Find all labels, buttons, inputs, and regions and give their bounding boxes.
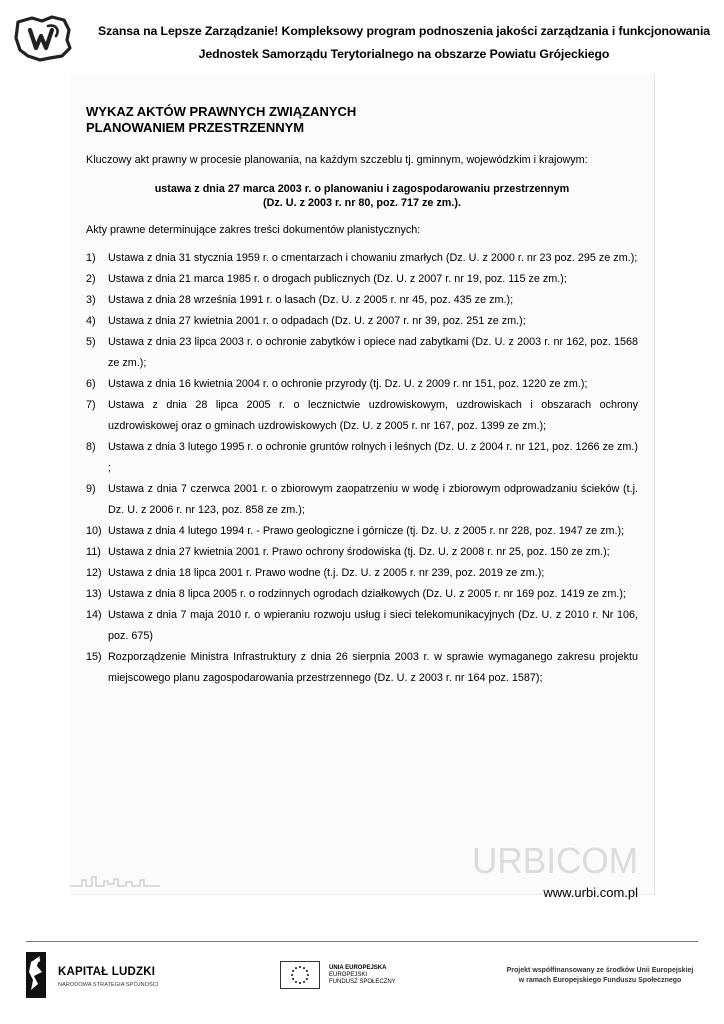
list-item-text: Rozporządzenie Ministra Infrastruktury z dnia 26 sierpnia 2003 r. w sprawie wymaganego zakresu projektu miejscowego planu zagospodarowania przestrzennego (Dz. U. z 2003 r. nr 164 poz. 1587); bbox=[108, 651, 638, 684]
kapital-ludzki-subtitle: NARODOWA STRATEGIA SPÓJNOŚCI bbox=[58, 982, 159, 988]
list-item-number: 14) bbox=[86, 609, 102, 621]
list-item bbox=[86, 437, 638, 479]
list-item-number: 2) bbox=[86, 273, 96, 285]
list-item-text: Ustawa z dnia 31 stycznia 1959 r. o cmentarzach i chowaniu zmarłych (Dz. U. z 2000 r. nr 23 poz. 295 ze zm.); bbox=[108, 252, 638, 264]
eu-star bbox=[292, 970, 294, 972]
list-item-text: Ustawa z dnia 7 czerwca 2001 r. o zbiorowym zaopatrzeniu w wodę i zbiorowym odprowadzaniu ścieków (t.j. Dz. U. z 2006 r. nr 123, poz. 858 ze zm.); bbox=[108, 483, 638, 516]
intro-paragraph: Kluczowy akt prawny w procesie planowania, na każdym szczeblu tj. gminnym, wojewódzkim i krajowym: bbox=[86, 154, 588, 166]
list-item bbox=[86, 479, 638, 521]
list-item-number: 13) bbox=[86, 588, 102, 600]
list-item-number: 10) bbox=[86, 525, 102, 537]
document-title-line-2: PLANOWANIEM PRZESTRZENNYM bbox=[86, 120, 305, 135]
list-item-text: Ustawa z dnia 7 maja 2010 r. o wpieraniu rozwoju usług i sieci telekomunikacyjnych (Dz. U. z 2010 r. Nr 106, poz. 675) bbox=[108, 609, 638, 642]
list-item bbox=[86, 521, 638, 542]
list-item-text: Ustawa z dnia 28 września 1991 r. o lasach (Dz. U. z 2005 r. nr 45, poz. 435 ze zm.); bbox=[108, 294, 514, 306]
list-item-number: 8) bbox=[86, 441, 96, 453]
skyline-decoration-icon bbox=[70, 874, 160, 888]
list-item bbox=[86, 647, 638, 689]
eu-label-line-3: FUNDUSZ SPOŁECZNY bbox=[329, 979, 396, 985]
eu-star bbox=[299, 982, 301, 984]
poland-map-logo-icon bbox=[12, 14, 74, 62]
project-title-line-2: Jednostek Samorządu Terytorialnego na obszarze Powiatu Grójeckiego bbox=[198, 47, 610, 61]
list-item bbox=[86, 332, 638, 374]
list-item-number: 1) bbox=[86, 252, 96, 264]
list-item-number: 15) bbox=[86, 651, 102, 663]
legal-acts-list bbox=[86, 248, 638, 689]
page-header bbox=[0, 0, 724, 70]
eu-star bbox=[295, 981, 297, 983]
list-item bbox=[86, 542, 638, 563]
list-item bbox=[86, 395, 638, 437]
footer-divider bbox=[26, 941, 698, 942]
list-item bbox=[86, 374, 638, 395]
eu-star bbox=[292, 978, 294, 980]
list-item-number: 7) bbox=[86, 399, 96, 411]
list-item-text: Ustawa z dnia 27 kwietnia 2001 r. Prawo ochrony środowiska (tj. Dz. U. z 2008 r. nr 25, poz. 150 ze zm.); bbox=[108, 546, 610, 558]
eu-label bbox=[329, 965, 396, 986]
list-item-number: 11) bbox=[86, 546, 101, 558]
list-item-number: 4) bbox=[86, 315, 96, 327]
list-item bbox=[86, 584, 638, 605]
eu-star bbox=[299, 966, 301, 968]
list-item-text: Ustawa z dnia 4 lutego 1994 r. - Prawo geologiczne i górnicze (tj. Dz. U. z 2005 r. nr 228, poz. 1947 ze zm.); bbox=[108, 525, 625, 537]
list-item-number: 5) bbox=[86, 336, 96, 348]
list-item-text: Ustawa z dnia 3 lutego 1995 r. o ochronie gruntów rolnych i leśnych (Dz. U. z 2004 r. nr 121, poz. 1266 ze zm.) ; bbox=[108, 441, 638, 474]
list-item bbox=[86, 563, 638, 584]
eu-star bbox=[306, 978, 308, 980]
eu-label-line-1: UNIA EUROPEJSKA bbox=[329, 965, 387, 971]
eu-label-line-2: EUROPEJSKI bbox=[329, 972, 368, 978]
key-act-line-2: (Dz. U. z 2003 r. nr 80, poz. 717 ze zm.). bbox=[262, 197, 461, 209]
list-item-text: Ustawa z dnia 27 kwietnia 2001 r. o odpadach (Dz. U. z 2007 r. nr 39, poz. 251 ze zm.); bbox=[108, 315, 526, 327]
eu-star bbox=[295, 967, 297, 969]
acts-lead-text: Akty prawne determinujące zakres treści dokumentów planistycznych: bbox=[86, 224, 421, 236]
eu-star bbox=[303, 981, 305, 983]
urbicom-watermark-logo bbox=[470, 840, 640, 880]
document-title-line-1: WYKAZ AKTÓW PRAWNYCH ZWIĄZANYCH bbox=[86, 104, 357, 119]
key-act bbox=[86, 182, 638, 210]
list-item bbox=[86, 311, 638, 332]
list-item bbox=[86, 269, 638, 290]
project-title-line-1: Szansa na Lepsze Zarządzanie! Kompleksowy program podnoszenia jakości zarządzania i funkcjonowania bbox=[97, 24, 711, 38]
cofinancing-line-2: w ramach Europejskiego Funduszu Społecznego bbox=[518, 977, 682, 984]
list-item bbox=[86, 605, 638, 647]
list-item bbox=[86, 290, 638, 311]
eu-flag-icon bbox=[280, 961, 320, 989]
list-item-text: Ustawa z dnia 16 kwietnia 2004 r. o ochronie przyrody (tj. Dz. U. z 2009 r. nr 151, poz. 1220 ze zm.); bbox=[108, 378, 588, 390]
eu-star bbox=[291, 974, 293, 976]
cofinancing-note bbox=[478, 966, 722, 986]
list-item-text: Ustawa z dnia 8 lipca 2005 r. o rodzinnych ogrodach działkowych (Dz. U. z 2005 r. nr 169 poz. 1419 ze zm.); bbox=[108, 588, 626, 600]
eu-star bbox=[303, 967, 305, 969]
eu-star bbox=[307, 974, 309, 976]
list-item-number: 6) bbox=[86, 378, 96, 390]
document-title bbox=[86, 104, 446, 136]
list-item-number: 3) bbox=[86, 294, 96, 306]
list-item-number: 12) bbox=[86, 567, 102, 579]
website-url: www.urbi.com.pl bbox=[543, 885, 638, 900]
list-item-text: Ustawa z dnia 23 lipca 2003 r. o ochronie zabytków i opiece nad zabytkami (Dz. U. z 2003 r. nr 162, poz. 1568 ze zm.); bbox=[108, 336, 638, 369]
list-item-text: Ustawa z dnia 28 lipca 2005 r. o lecznictwie uzdrowiskowym, uzdrowiskach i obszarach ochrony uzdrowiskowej oraz o gminach uzdrowiskowych (Dz. U. z 2005 r. nr 167, poz. 1399 ze zm.); bbox=[108, 399, 638, 432]
cofinancing-line-1: Projekt współfinansowany ze środków Unii Europejskiej bbox=[506, 967, 694, 974]
key-act-line-1: ustawa z dnia 27 marca 2003 r. o planowaniu i zagospodarowaniu przestrzennym bbox=[154, 183, 570, 195]
urbicom-watermark-text: URBICOM bbox=[472, 840, 638, 880]
kapital-ludzki-emblem-icon bbox=[26, 952, 46, 998]
list-item-text: Ustawa z dnia 21 marca 1985 r. o drogach publicznych (Dz. U. z 2007 r. nr 19, poz. 115 ze zm.); bbox=[108, 273, 567, 285]
list-item-text: Ustawa z dnia 18 lipca 2001 r. Prawo wodne (t.j. Dz. U. z 2005 r. nr 239, poz. 2019 ze zm.); bbox=[108, 567, 545, 579]
list-item-number: 9) bbox=[86, 483, 96, 495]
kapital-ludzki-title: KAPITAŁ LUDZKI bbox=[58, 966, 156, 978]
list-item bbox=[86, 248, 638, 269]
eu-star bbox=[306, 970, 308, 972]
